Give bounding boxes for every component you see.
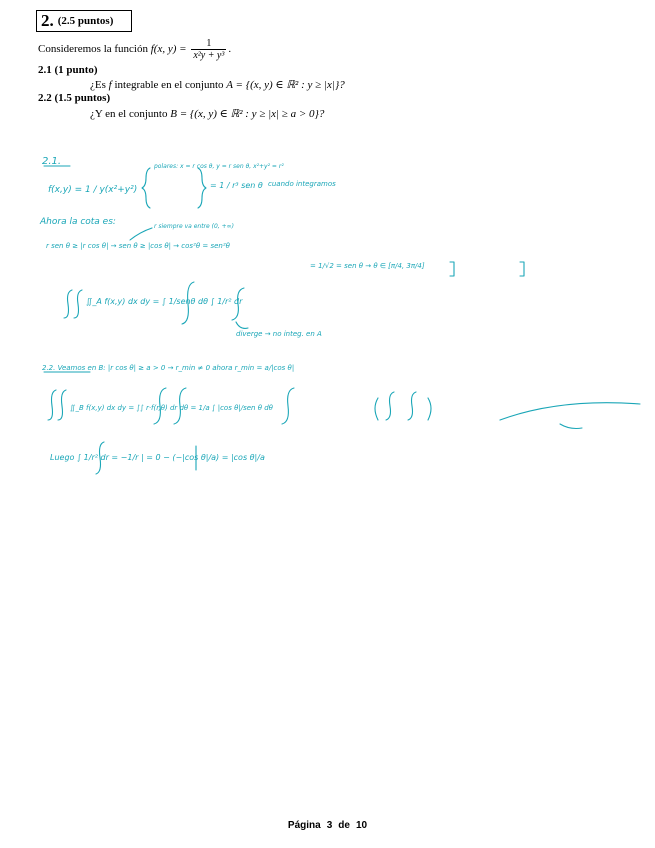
hw-2-2: 2.2. Veamos en B: |r cos θ| ≥ a > 0 → r_min ≠ 0 ahora r_min = a/|cos θ| [42,364,295,372]
right-brace [198,168,206,208]
hw-r-range: r siempre va entre (0, +∞) [154,223,234,230]
integral-pair [386,392,416,420]
part1-question-pre: ¿Es [90,79,106,91]
footer-page-word: Página [287,820,321,831]
hw-cuando: cuando integramos [268,180,336,188]
left-brace [142,168,150,208]
part1-set-a: A = {(x, y) ∈ ℝ² : y ≥ |x|}? [226,79,345,91]
intro-text: Consideremos la función [38,43,148,56]
function-lhs: f(x, y) = [150,43,187,56]
integral-b-theta [282,388,294,424]
footer-page-total: 10 [355,820,368,831]
function-denominator: x²y + y³ [193,50,225,61]
part2-question-pre: ¿Y en el conjunto [90,108,168,120]
part1-question-f: f [108,79,112,91]
part2-set-b: B = {(x, y) ∈ ℝ² : y ≥ |x| ≥ a > 0}? [170,108,325,120]
hw-integral-b: ∬_B f(x,y) dx dy = ∫∫ r·f(r,θ) dr dθ = 1/a ∫ |cos θ|/sen θ dθ [70,404,273,412]
double-integral-b [48,390,66,420]
page-footer [0,820,655,831]
hw-theta-range: = 1/√2 = sen θ → θ ∈ [π/4, 3π/4] [310,262,425,270]
question-points: (2.5 puntos) [57,15,114,27]
hw-ahora-cota: Ahora la cota es: [40,217,116,227]
hw-2-1: 2.1. [42,156,62,167]
hw-polar-result: = 1 / r³ sen θ [210,181,263,190]
part1-question-mid: integrable en el conjunto [114,79,224,91]
part2-heading: 2.2 (1.5 puntos) [38,92,111,104]
hw-luego: Luego ∫ 1/r² dr = −1/r | = 0 − (−|cos θ|/a) = |cos θ|/a [50,453,265,462]
intro-period: . [228,43,232,56]
arrow-hint [130,228,152,240]
hw-diverge: diverge → no integ. en A [236,330,322,338]
hw-f-def: f(x,y) = 1 / y(x²+y²) [48,185,138,195]
hw-condition: r sen θ ≥ |r cos θ| → sen θ ≥ |cos θ| → cos²θ = sen²θ [46,242,230,250]
footer-page-current: 3 [326,820,333,831]
small-stroke [560,424,582,429]
footer-of: de [338,820,350,831]
part1-heading: 2.1 (1 punto) [38,64,98,76]
diverge-arrow [236,322,248,328]
parentheses-split [375,398,431,420]
double-integral-a [64,290,82,318]
hw-polares: polares: x = r cos θ, y = r sen θ, x²+y² = r² [154,163,284,170]
theta-interval-bracket [450,262,524,276]
hw-integral-a: ∬_A f(x,y) dx dy = ∫ 1/senθ dθ ∫ 1/r² dr [86,297,243,306]
curved-stroke [500,403,640,420]
function-numerator: 1 [191,38,226,50]
question-number: 2. [41,11,54,30]
